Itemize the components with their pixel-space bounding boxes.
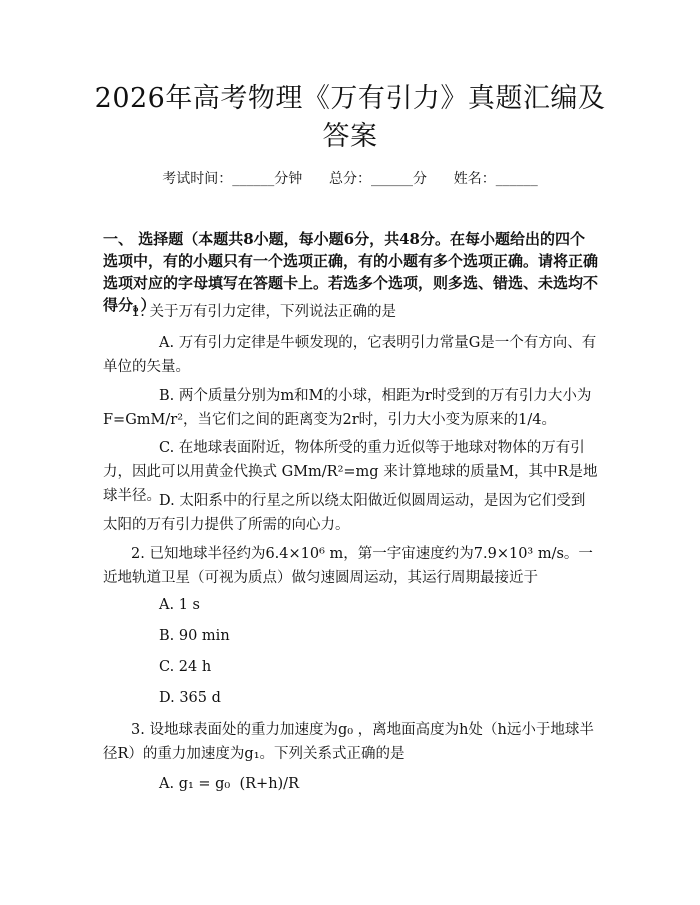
question-2-option-b: B. 90 min	[159, 628, 230, 644]
question-3-stem: 3. 设地球表面处的重力加速度为g₀ ，离地面高度为h处（h远小于地球半径R）的重力加速度为g₁。下列关系式正确的是	[103, 722, 594, 762]
question-1-option-d: D. 太阳系中的行星之所以绕太阳做近似圆周运动，是因为它们受到太阳的万有引力提供了所需的向心力。	[103, 493, 586, 533]
question-3-option-a: A. g₁ = g₀ (R+h)/R	[159, 776, 299, 792]
question-1-option-c: C. 在地球表面附近，物体所受的重力近似等于地球对物体的万有引力，因此可以用黄金代换式 GMm/R²=mg 来计算地球的质量M，其中R是地球半径。	[103, 440, 598, 504]
question-1-stem: 1. 关于万有引力定律，下列说法正确的是	[131, 304, 396, 320]
question-2-option-d: D. 365 d	[159, 690, 221, 706]
document-title: 2026年高考物理《万有引力》真题汇编及答案	[94, 83, 606, 152]
question-2-option-c: C. 24 h	[159, 659, 212, 675]
section-heading: 一、 选择题（本题共8小题，每小题6分，共48分。在每小题给出的四个选项中，有的小题只有一个选项正确，有的小题有多个选项正确。请将正确选项对应的字母填写在答题卡上。若选多个选项，则多选、错选、未选均不得分。）	[103, 230, 599, 314]
question-2-stem: 2. 已知地球半径约为6.4×10⁶ m，第一宇宙速度约为7.9×10³ m/s。一近地轨道卫星（可视为质点）做匀速圆周运动，其运行周期最接近于	[103, 546, 593, 586]
question-2-option-a: A. 1 s	[159, 597, 200, 613]
exam-info-line: 考试时间：______分钟 总分：______分 姓名：______	[162, 171, 538, 187]
question-1-option-a: A. 万有引力定律是牛顿发现的，它表明引力常量G是一个有方向、有单位的矢量。	[103, 335, 597, 375]
question-1-option-b: B. 两个质量分别为m和M的小球，相距为r时受到的万有引力大小为F=GmM/r²，当它们之间的距离变为2r时，引力大小变为原来的1/4。	[103, 388, 592, 428]
